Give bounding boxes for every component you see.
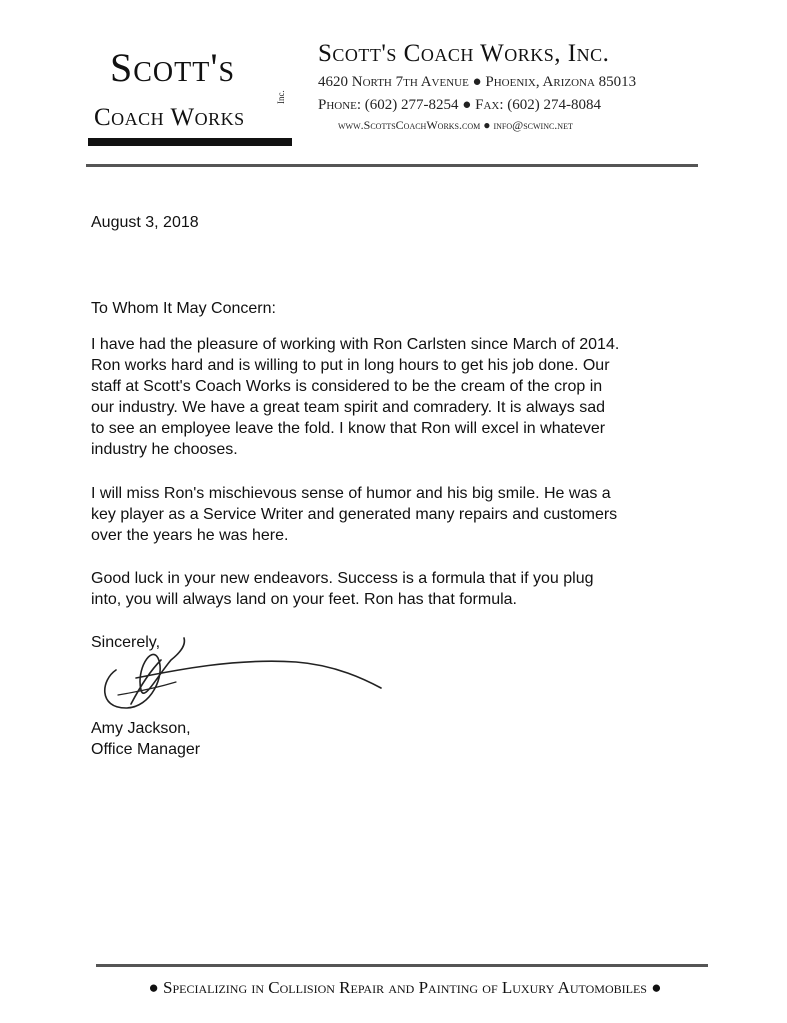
paragraph-line: I have had the pleasure of working with Ron Carlsten since March of 2014. xyxy=(91,336,620,353)
company-web: www.ScottsCoachWorks.com ● info@scwinc.net xyxy=(338,118,573,132)
paragraph-line: industry he chooses. xyxy=(91,441,238,458)
paragraph-line: I will miss Ron's mischievous sense of humor and his big smile. He was a xyxy=(91,485,611,502)
company-phone: Phone: (602) 277-8254 ● Fax: (602) 274-8084 xyxy=(318,97,601,113)
paragraph-line: into, you will always land on your feet. Ron has that formula. xyxy=(91,591,517,608)
logo-inc: Inc. xyxy=(276,90,286,104)
paragraph-line: over the years he was here. xyxy=(91,527,289,544)
signature xyxy=(96,630,386,715)
paragraph-line: Good luck in your new endeavors. Success is a formula that if you plug xyxy=(91,570,594,587)
paragraph-2 xyxy=(91,483,711,546)
company-name: Scott's Coach Works, Inc. xyxy=(318,40,610,67)
letter-date: August 3, 2018 xyxy=(91,214,199,231)
paragraph-line: our industry. We have a great team spirit and comradery. It is always sad xyxy=(91,399,605,416)
logo-bar xyxy=(88,138,292,146)
letterhead xyxy=(318,40,718,133)
paragraph-1 xyxy=(91,334,711,460)
company-logo xyxy=(80,40,295,150)
logo-line1: Scott's xyxy=(110,45,236,90)
paragraph-line: to see an employee leave the fold. I know that Ron will excel in whatever xyxy=(91,420,606,437)
header-divider xyxy=(86,164,698,167)
signer-title: Office Manager xyxy=(91,741,201,758)
footer-divider xyxy=(96,964,708,967)
footer-tagline: ● Specializing in Collision Repair and Painting of Luxury Automobiles ● xyxy=(148,978,662,997)
company-address: 4620 North 7th Avenue ● Phoenix, Arizona 85013 xyxy=(318,74,637,90)
paragraph-line: Ron works hard and is willing to put in long hours to get his job done. Our xyxy=(91,357,610,374)
logo-line2: Coach Works xyxy=(94,104,245,131)
signer-name: Amy Jackson, xyxy=(91,720,191,737)
salutation: To Whom It May Concern: xyxy=(91,300,276,317)
paragraph-3 xyxy=(91,568,711,610)
closing: Sincerely, xyxy=(91,634,161,651)
paragraph-line: staff at Scott's Coach Works is considered to be the cream of the crop in xyxy=(91,378,603,395)
paragraph-line: key player as a Service Writer and generated many repairs and customers xyxy=(91,506,618,523)
